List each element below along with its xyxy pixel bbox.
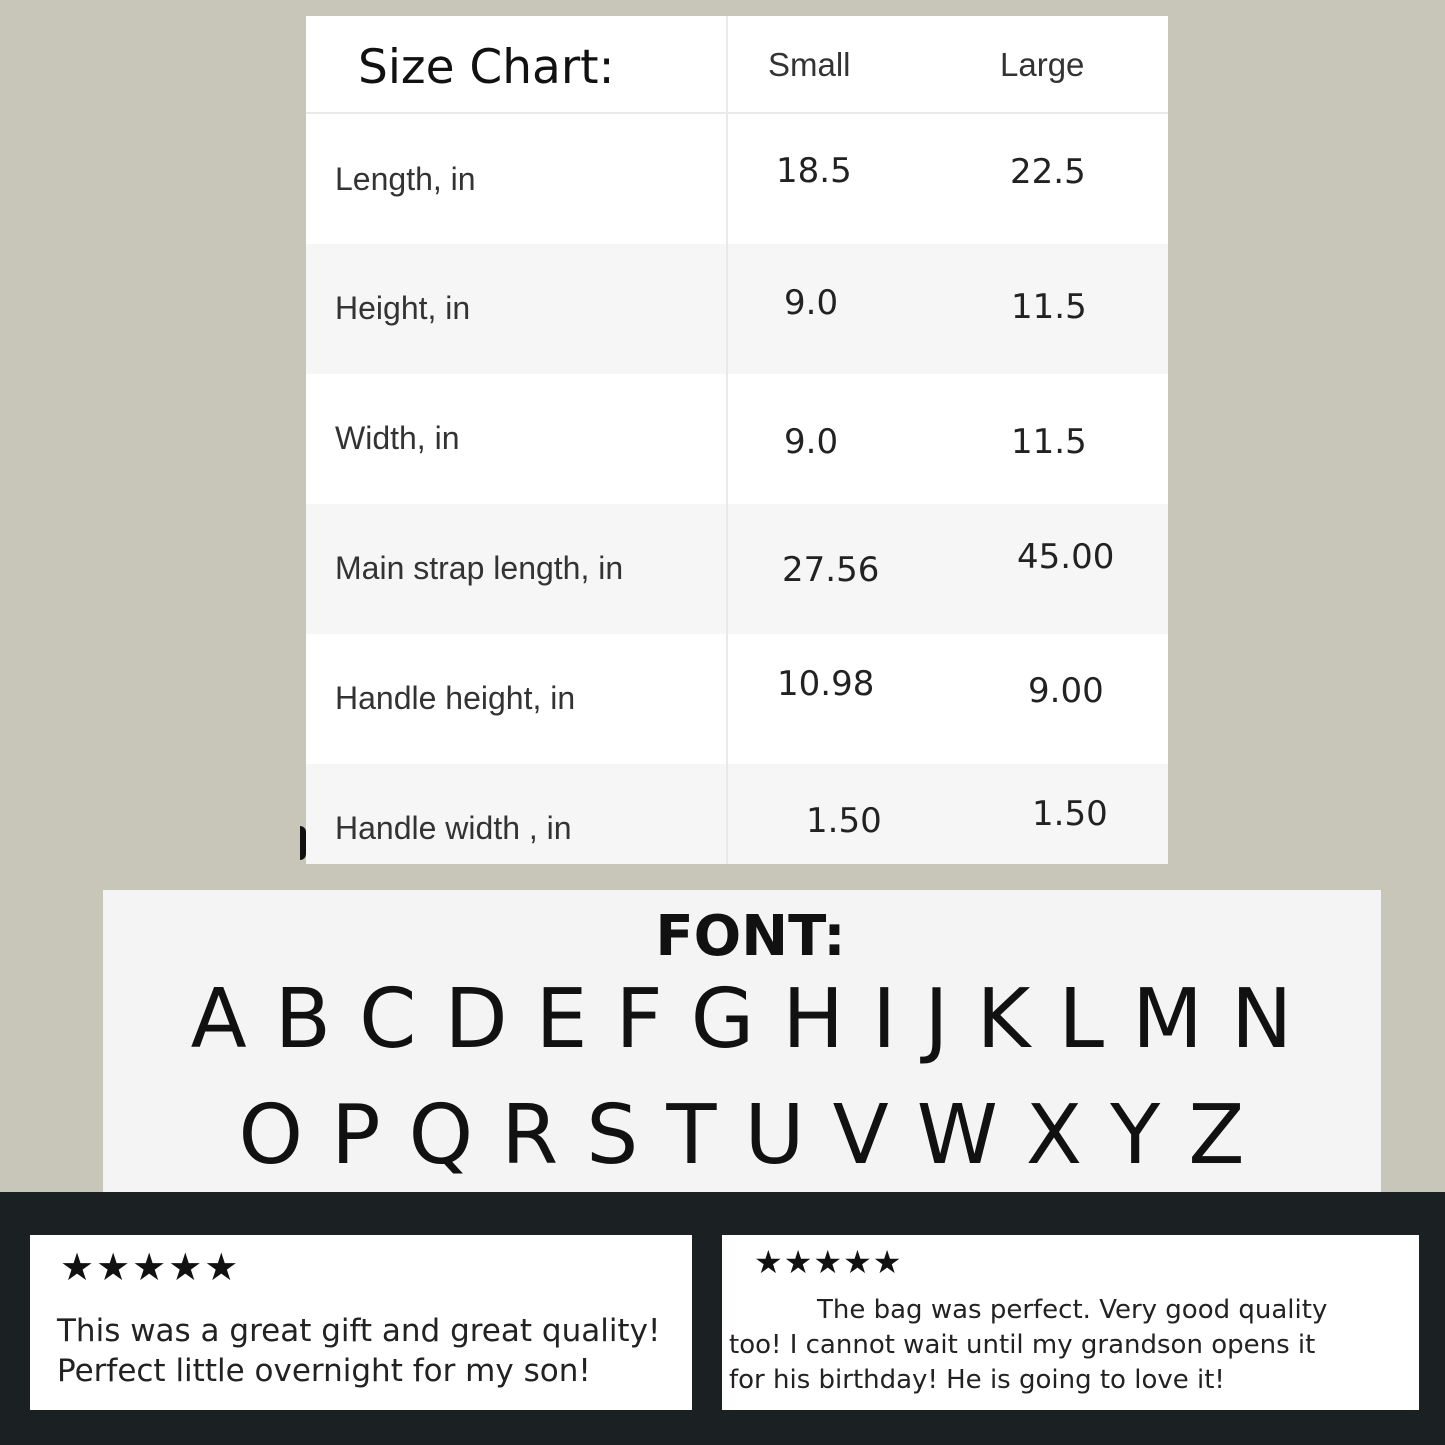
alphabet-line-2: O P Q R S T U V W X Y Z: [238, 1088, 1246, 1183]
cell-large: 9.00: [1028, 671, 1104, 711]
review-line: too! I cannot wait until my grandson opens it: [729, 1330, 1316, 1360]
row-label: Width, in: [335, 420, 460, 456]
row-label: Handle width , in: [335, 810, 572, 846]
row-label: Main strap length, in: [335, 550, 624, 586]
cell-small: 10.98: [777, 664, 875, 704]
row-label: Handle height, in: [335, 680, 576, 716]
cell-small: 1.50: [806, 801, 882, 841]
font-title: FONT:: [655, 904, 846, 969]
table-row: [306, 374, 1168, 504]
row-label: Height, in: [335, 290, 471, 326]
table-row: [306, 764, 1168, 864]
review-text: [729, 1293, 1327, 1398]
review-line: Perfect little overnight for my son!: [57, 1353, 591, 1389]
table-row: [306, 244, 1168, 374]
row-label: Length, in: [335, 161, 476, 197]
column-header-large: Large: [1000, 46, 1085, 83]
column-header-small: Small: [768, 46, 851, 83]
cell-small: 9.0: [784, 283, 839, 323]
cell-large: 11.5: [1011, 422, 1087, 462]
review-line: This was a great gift and great quality!: [57, 1313, 661, 1349]
alphabet-line-1: A B C D E F G H I J K L M N: [190, 972, 1294, 1067]
edge-mark: [300, 826, 306, 860]
star-rating-icon: ★★★★★: [60, 1247, 241, 1289]
cell-large: 1.50: [1032, 794, 1108, 834]
cell-large: 45.00: [1017, 537, 1115, 577]
cell-small: 9.0: [784, 422, 839, 462]
review-text: [57, 1311, 660, 1391]
review-card: [30, 1235, 692, 1410]
size-chart-title: Size Chart:: [358, 40, 615, 95]
review-line: The bag was perfect. Very good quality: [817, 1295, 1328, 1325]
cell-small: 18.5: [776, 151, 852, 191]
cell-large: 22.5: [1010, 152, 1086, 192]
review-line: for his birthday! He is going to love it!: [729, 1365, 1225, 1395]
cell-small: 27.56: [782, 550, 880, 590]
table-row: [306, 634, 1168, 764]
size-chart-header: [306, 16, 1168, 114]
size-chart-table: [306, 16, 1168, 864]
review-card: [722, 1235, 1419, 1410]
table-row: [306, 114, 1168, 244]
table-row: [306, 504, 1168, 634]
cell-large: 11.5: [1011, 287, 1087, 327]
column-divider: [726, 16, 728, 864]
star-rating-icon: ★★★★★: [754, 1244, 903, 1280]
